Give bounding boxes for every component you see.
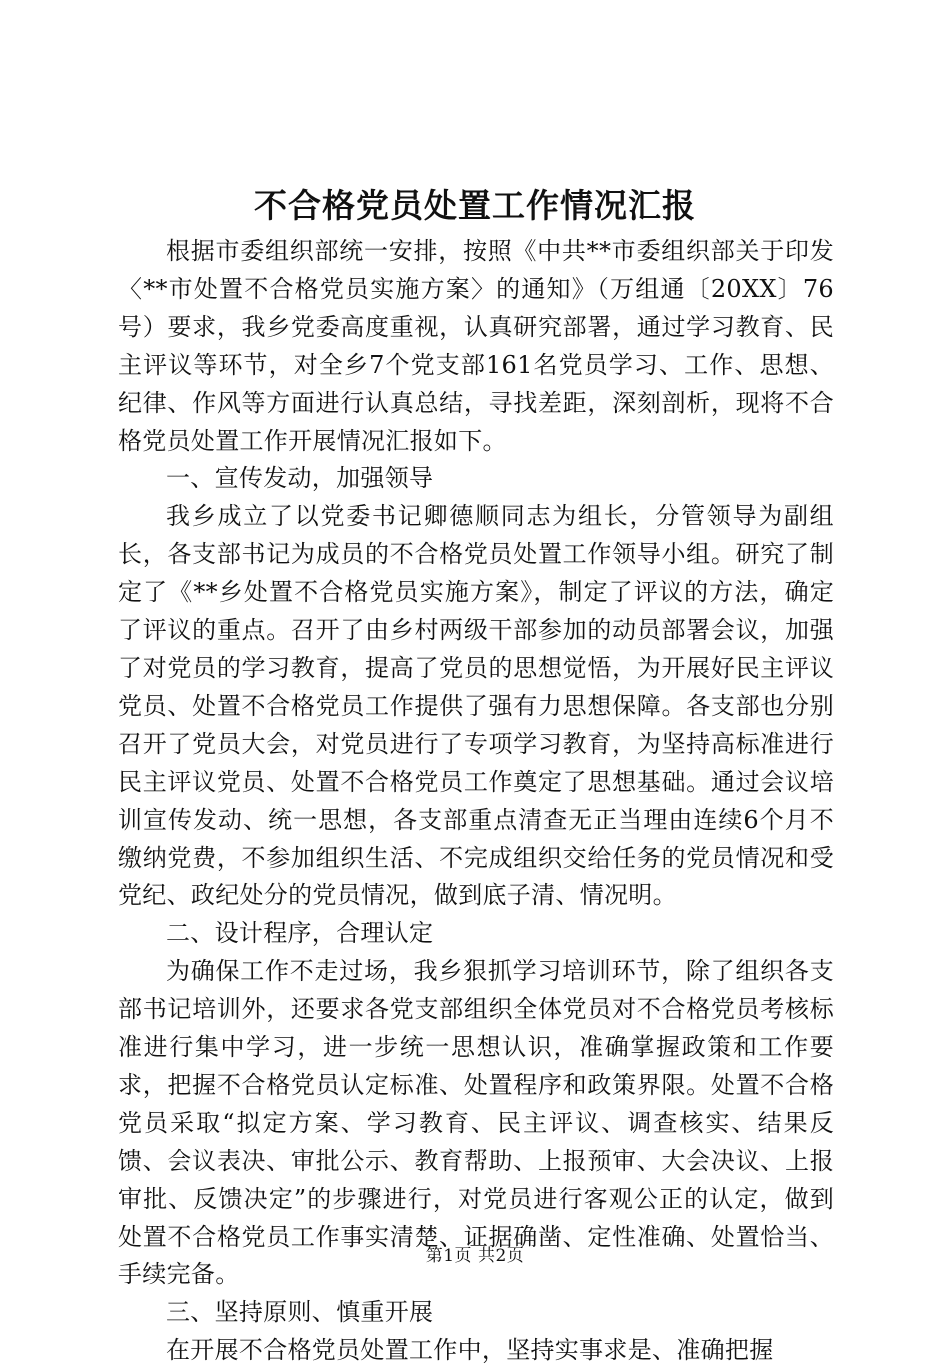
page-footer: 第1页 共2页 <box>425 1246 525 1266</box>
section-heading-1: 一、宣传发动，加强领导 <box>166 464 434 493</box>
intro-paragraph: 根据市委组织部统一安排，按照《中共**市委组织部关于印发〈**市处置不合格党员实施方案〉的通知》（万组通〔20XX〕76号）要求，我乡党委高度重视，认真研究部署，通过学习教育、民主评议等环节，对全乡7个党支部161名党员学习、工作、思想、纪律、作风等方面进行认真总结，寻找差距，深刻剖析，现将不合格党员处置工作开展情况汇报如下。 <box>118 237 834 455</box>
document-body <box>118 233 834 1370</box>
section-3-paragraph: 在开展不合格党员处置工作中，坚持实事求是、准确把握 <box>166 1336 774 1365</box>
section-heading-3: 三、坚持原则、慎重开展 <box>166 1298 434 1327</box>
section-heading-2: 二、设计程序，合理认定 <box>166 919 434 948</box>
section-1-paragraph: 我乡成立了以党委书记卿德顺同志为组长，分管领导为副组长，各支部书记为成员的不合格党员处置工作领导小组。研究了制定了《**乡处置不合格党员实施方案》，制定了评议的方法，确定了评议的重点。召开了由乡村两级干部参加的动员部署会议，加强了对党员的学习教育，提高了党员的思想觉悟，为开展好民主评议党员、处置不合格党员工作提供了强有力思想保障。各支部也分别召开了党员大会，对党员进行了专项学习教育，为坚持高标准进行民主评议党员、处置不合格党员工作奠定了思想基础。通过会议培训宣传发动、统一思想，各支部重点清查无正当理由连续6个月不缴纳党费，不参加组织生活、不完成组织交给任务的党员情况和受党纪、政纪处分的党员情况，做到底子清、情况明。 <box>118 502 834 910</box>
document-title: 不合格党员处置工作情况汇报 <box>254 186 696 225</box>
section-2-paragraph: 为确保工作不走过场，我乡狠抓学习培训环节，除了组织各支部书记培训外，还要求各党支部组织全体党员对不合格党员考核标准进行集中学习，进一步统一思想认识，准确掌握政策和工作要求，把握不合格党员认定标准、处置程序和政策界限。处置不合格党员采取“拟定方案、学习教育、民主评议、调查核实、结果反馈、会议表决、审批公示、教育帮助、上报预审、大会决议、上报审批、反馈决定”的步骤进行，对党员进行客观公正的认定，做到处置不合格党员工作事实清楚、证据确凿、定性准确、处置恰当、手续完备。 <box>118 957 834 1289</box>
